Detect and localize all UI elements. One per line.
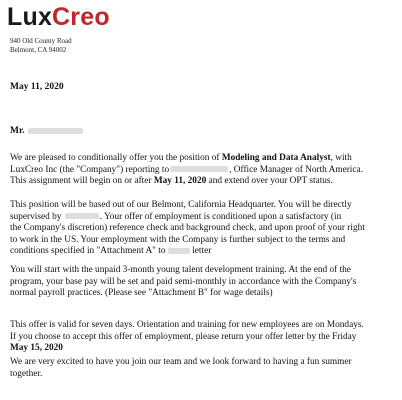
text-run: . Your offer of employment is conditioned upon a satisfactory (in — [99, 211, 342, 222]
text-line: the Company's discretion) reference check and background check, and upon proof of your right — [10, 223, 365, 234]
address-line-1: 940 Old County Road — [10, 37, 72, 45]
text-run: OPT status. — [289, 176, 333, 187]
text-line: We are very excited to have you join our team and we look forward to having a fun summer — [10, 357, 352, 367]
text-line — [10, 212, 396, 224]
text-run: supervised by — [10, 211, 62, 222]
text-line — [10, 246, 396, 258]
text-line: together. — [10, 368, 43, 379]
logo-text-creo: Creo — [52, 3, 110, 31]
salutation — [10, 126, 83, 136]
paragraph-offer-validity — [10, 320, 396, 355]
text-run: conditions specified in "Attachment A" to — [10, 246, 166, 257]
text-line: If you choose to accept this offer of employment, please return your offer letter by the Friday — [10, 331, 357, 342]
text-line — [10, 153, 396, 165]
text-line: This offer is valid for seven days. Orientation and training for new employees are on Mondays. — [10, 320, 364, 330]
paragraph-location-conditions — [10, 200, 396, 258]
letter-date: May 11, 2020 — [10, 82, 64, 92]
text-run: , Office Manager of North America. — [229, 164, 363, 175]
company-logo — [7, 3, 110, 31]
position-title: Modeling and Data Analyst — [221, 153, 331, 163]
address-line-2: Belmont, CA 94002 — [10, 46, 67, 54]
redacted-word — [168, 248, 190, 254]
redacted-manager-name — [170, 166, 228, 172]
redacted-name — [28, 128, 83, 134]
start-date: May 11, 2020 — [153, 176, 207, 187]
text-line: This position will be based out of our Belmont, California Headquarter. You will be directly — [10, 200, 352, 210]
text-line: program, your base pay will be set and paid semi-monthly in accordance with the Company's — [10, 276, 357, 287]
text-line: to work in the US. Your employment with the Company is further subject to the terms and — [10, 234, 346, 245]
text-line — [10, 176, 396, 188]
logo-text-lux: Lux — [7, 3, 53, 31]
text-run: and extend over your — [206, 176, 290, 187]
text-run: This assignment will begin on or after — [10, 176, 154, 187]
paragraph-position-offer — [10, 153, 396, 188]
text-run: letter — [189, 246, 212, 257]
text-line: normal payroll practices. (Please see "Attachment B" for wage details) — [10, 288, 273, 299]
redacted-supervisor-name — [65, 213, 99, 219]
paragraph-closing — [10, 357, 396, 380]
text-run: We are pleased to conditionally offer you the position of — [10, 153, 222, 163]
text-run: , with — [330, 153, 352, 163]
salutation-prefix: Mr. — [10, 126, 25, 136]
text-line — [10, 165, 396, 177]
paragraph-training-pay — [10, 265, 396, 300]
return-by-date: May 15, 2020 — [10, 343, 63, 354]
text-line: You will start with the unpaid 3-month young talent development training. At the end of the — [10, 265, 351, 275]
text-run: LuxCreo Inc (the "Company") reporting to — [10, 164, 170, 175]
